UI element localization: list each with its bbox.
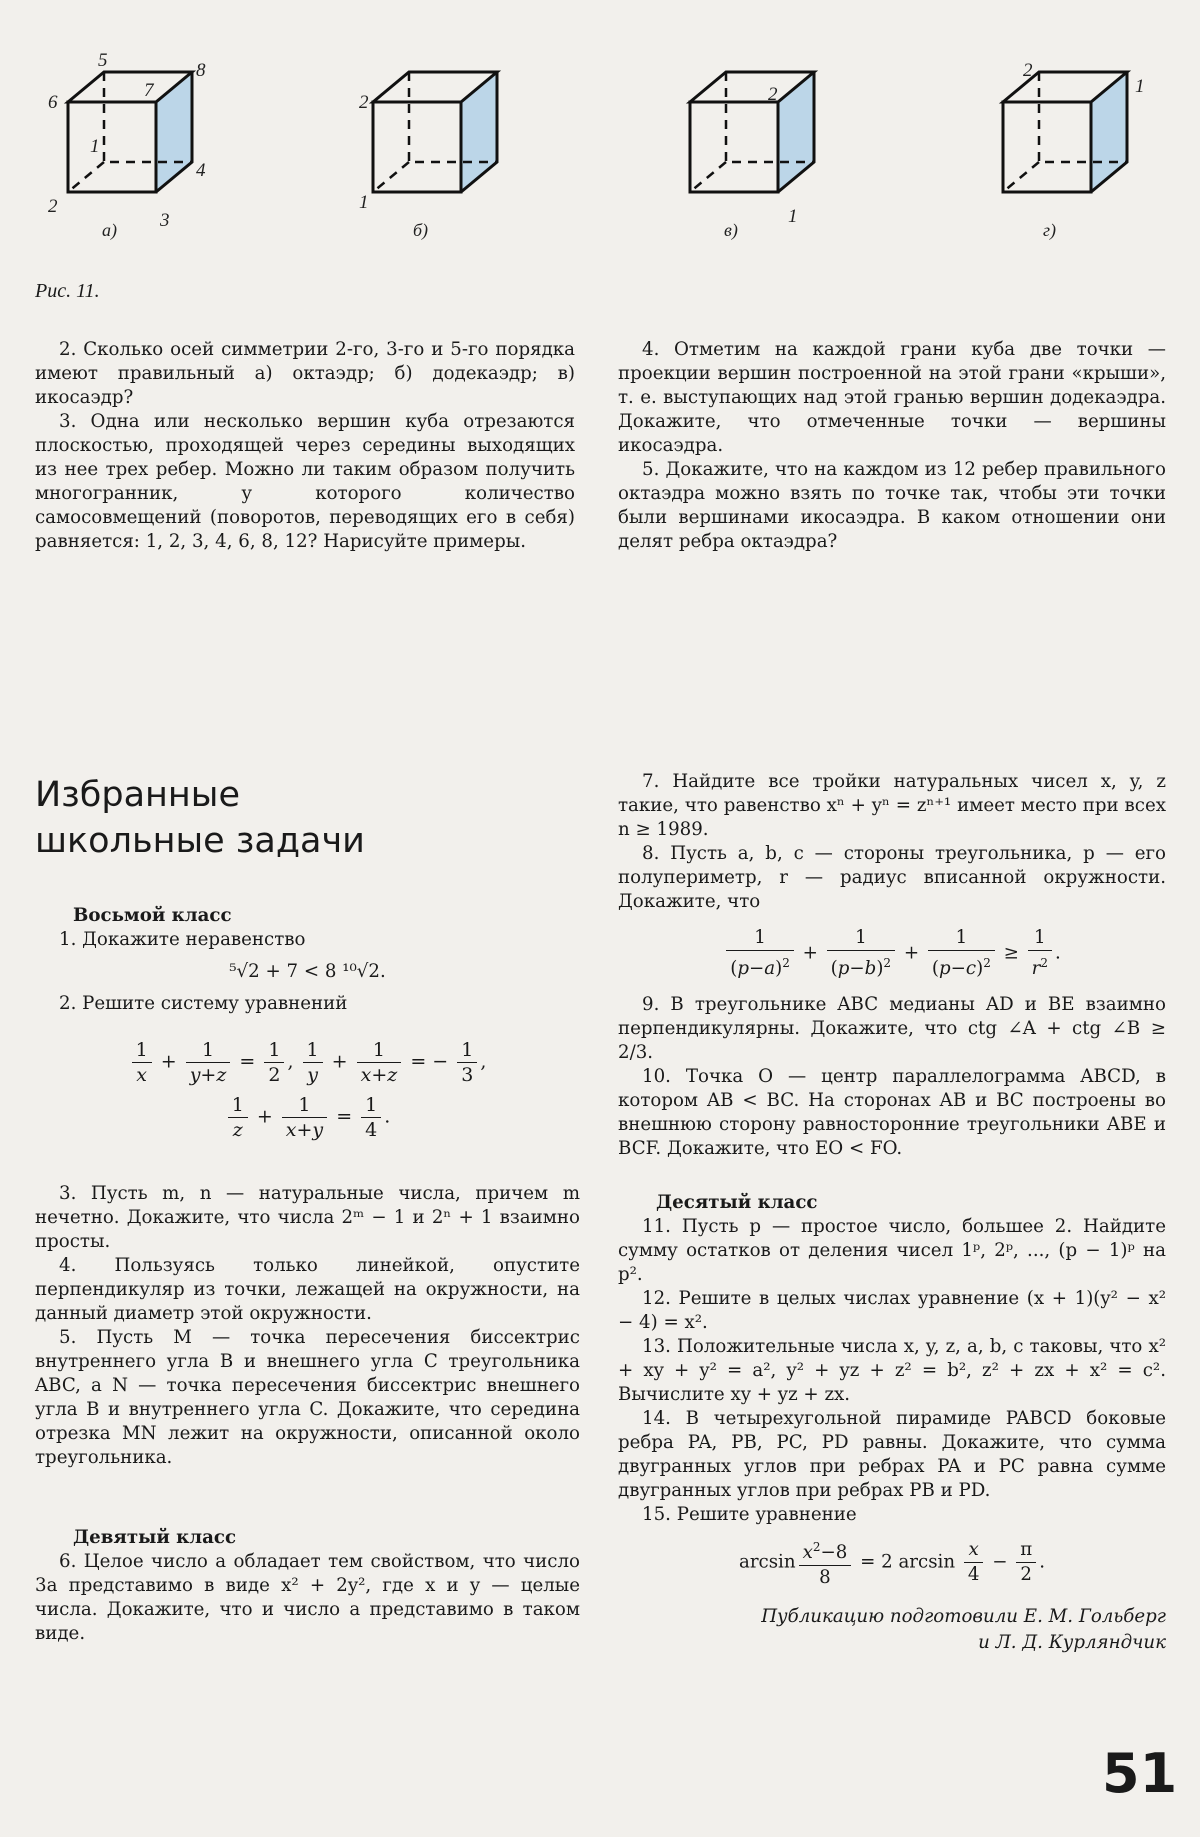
vertex-label: 5	[98, 50, 108, 71]
page-number: 51	[1102, 1742, 1178, 1805]
equation-15: arcsin $\frac{x^2-8}{8}$ = 2 arcsin $\frac{x}{4}$ − $\frac{\pi}{2}$ .	[618, 1535, 1166, 1590]
problem-11: 11. Пусть p — простое число, большее 2. Найдите сумму остатков от деления чисел 1ᵖ, 2ᵖ, ..., (p − 1)ᵖ на p².	[618, 1216, 1166, 1286]
problem-5: 5. Докажите, что на каждом из 12 ребер правильного октаэдра можно взять по точке так, чтобы эти точки были вершинами икосаэдра. В каком отношении они делят ребра октаэдра?	[618, 459, 1166, 552]
formula-1: ⁵√2 + 7 < 8 ¹⁰√2.	[229, 961, 386, 982]
inequality-8: $\frac{1}{(p-a)^2}$ + $\frac{1}{(p-b)^2}$ + $\frac{1}{(p-c)^2}$ ≥ $\frac{1}{r^2}$ .	[618, 926, 1166, 981]
vertex-label: 3	[160, 210, 170, 231]
top-right-column	[618, 338, 1166, 554]
problem-6: 6. Целое число a обладает тем свойством, что число 3a представимо в виде x² + 2y², где x и y — целые числа. Докажите, что и число a представимо в таком виде.	[35, 1551, 580, 1644]
problem-9: 9. В треугольнике ABC медианы AD и BE взаимно перпендикулярны. Докажите, что ctg ∠A + ctg ∠B ≥ 2/3.	[618, 994, 1166, 1064]
credit	[618, 1604, 1166, 1656]
panel-label: б)	[413, 220, 429, 240]
figure-caption: Рис. 11.	[35, 280, 100, 302]
vertex-label: 6	[48, 92, 58, 113]
vertex-label: 1	[1135, 76, 1145, 97]
shaded-face	[156, 72, 192, 192]
cube-b	[359, 72, 497, 241]
vertex-label: 7	[144, 80, 154, 101]
vertex-label: 4	[196, 160, 206, 181]
vertex-label: 1	[359, 192, 369, 213]
grade-9-title: Девятый класс	[73, 1527, 237, 1548]
grade-8-title: Восьмой класс	[73, 905, 232, 926]
vertex-label: 1	[788, 206, 798, 227]
problem-2: 2. Сколько осей симметрии 2-го, 3-го и 5-го порядка имеют правильный а) октаэдр; б) додекаэдр; в) икосаэдр?	[35, 339, 575, 408]
vertex-label: 2	[359, 92, 369, 113]
figure-11	[20, 20, 1180, 250]
vertex-label: 1	[90, 136, 100, 157]
problem-4-grade8: 4. Пользуясь только линейкой, опустите перпендикуляр из точки, лежащей на окружности, на данный диаметр этой окружности.	[35, 1255, 580, 1324]
top-left-column	[35, 338, 575, 554]
heading-line-1: Избранные	[35, 775, 240, 815]
cube-d	[1003, 60, 1145, 241]
bottom-right-column	[618, 770, 1166, 1656]
problem-7: 7. Найдите все тройки натуральных чисел x, y, z такие, что равенство xⁿ + yⁿ = zⁿ⁺¹ имеет место при всех n ≥ 1989.	[618, 771, 1166, 840]
bottom-left-column	[35, 904, 580, 1646]
credit-line-2: и Л. Д. Курляндчик	[978, 1632, 1166, 1654]
problem-1: 1. Докажите неравенство	[59, 929, 306, 950]
problem-12: 12. Решите в целых числах уравнение (x + 1)(y² − x² − 4) = x².	[618, 1288, 1166, 1334]
problem-5-grade8: 5. Пусть M — точка пересечения биссектрис внутреннего угла B и внешнего угла C треугольника ABC, а N — точка пересечения биссектрис внешнего угла B и внутреннего угла C. Докажите, что середина отрезка MN лежит на окружности, описанной около треугольника.	[35, 1327, 580, 1468]
problem-10: 10. Точка O — центр параллелограмма ABCD, в котором AB < BC. На сторонах AB и BC построены во внешнюю сторону равносторонние треугольники ABE и BCF. Докажите, что EO < FO.	[618, 1066, 1166, 1160]
cube-a	[48, 50, 206, 241]
problem-14: 14. В четырехугольной пирамиде PABCD боковые ребра PA, PB, PC, PD равны. Докажите, что сумма двугранных углов при ребрах PA и PC равна сумме двугранных углов при ребрах PB и PD.	[618, 1408, 1166, 1502]
equation-system-line-2: $\frac{1}{z}$ + $\frac{1}{x+y}$ = $\frac{1}{4}$ .	[35, 1093, 580, 1142]
credit-line-1: Публикацию подготовили Е. М. Гольберг	[761, 1606, 1166, 1628]
problem-15: 15. Решите уравнение	[642, 1504, 857, 1526]
vertex-label: 2	[48, 196, 58, 217]
problem-2-system: 2. Решите систему уравнений	[59, 993, 348, 1014]
problem-3-grade8: 3. Пусть m, n — натуральные числа, причем m нечетно. Докажите, что числа 2ᵐ − 1 и 2ⁿ + 1 взаимно просты.	[35, 1183, 580, 1252]
panel-label: а)	[102, 220, 117, 240]
panel-label: в)	[724, 220, 738, 240]
vertex-label: 8	[196, 60, 206, 81]
vertex-label: 2	[1023, 60, 1033, 81]
grade-10-title: Десятый класс	[656, 1192, 818, 1214]
section-heading	[35, 772, 515, 864]
problem-8: 8. Пусть a, b, c — стороны треугольника, p — его полупериметр, r — радиус вписанной окружности. Докажите, что	[618, 843, 1166, 912]
equation-system: $\frac{1}{x}$ + $\frac{1}{y+z}$ = $\frac{1}{2}$ , $\frac{1}{y}$ + $\frac{1}{x+z}$ = − $\frac{1}{3}$ ,	[35, 1038, 580, 1087]
problem-3: 3. Одна или несколько вершин куба отрезаются плоскостью, проходящей через середины выходящих из нее трех ребер. Можно ли таким образом получить многогранник, у которого количество самосовмещений (поворотов, переводящих его в себя) равняется: 1, 2, 3, 4, 6, 8, 12? Нарисуйте примеры.	[35, 411, 575, 552]
problem-4: 4. Отметим на каждой грани куба две точки — проекции вершин построенной на этой грани «крыши», т. е. выступающих над этой гранью вершин додекаэдра. Докажите, что отмеченные точки — вершины икосаэдра.	[618, 339, 1166, 456]
cube-c	[690, 72, 814, 241]
heading-line-2: школьные задачи	[35, 821, 365, 861]
vertex-label: 2	[768, 84, 778, 105]
panel-label: г)	[1043, 220, 1057, 240]
problem-13: 13. Положительные числа x, y, z, a, b, c таковы, что x² + xy + y² = a², y² + yz + z² = b², z² + zx + x² = c². Вычислите xy + yz + zx.	[618, 1336, 1166, 1406]
